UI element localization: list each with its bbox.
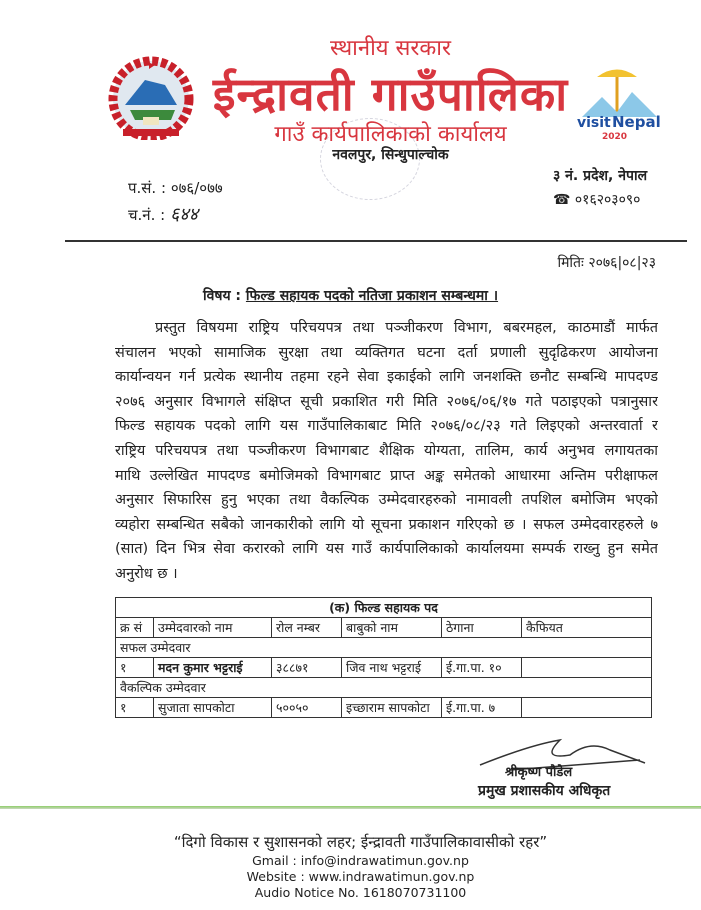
body-line: संचालन भएको सामाजिक सुरक्षा तथा व्यक्तिगत घटना दर्ता प्रणाली सुदृढिकरण आयोजना [115, 344, 658, 361]
office-address: नवलपुर, सिन्धुपाल्चोक [332, 147, 449, 163]
footer-divider [0, 806, 701, 809]
ps-ref [128, 178, 223, 198]
table-cell: ३८८७१ [272, 658, 342, 678]
table-row [116, 658, 652, 678]
table-header [116, 618, 652, 638]
ps-value: ०७६/०७७ [170, 179, 223, 197]
province: ३ नं. प्रदेश, नेपाल [553, 168, 648, 184]
body-line: माथि उल्लेखित मापदण्ड बमोजिमको विभागबाट प्राप्त अङ्क समेतको आधारमा अन्तिम परीक्षाफल [115, 467, 658, 484]
signatory-name: श्रीकृष्ण पौडेल [505, 765, 573, 780]
body-line: कार्यान्वयन गर्न प्रत्येक स्थानीय तहमा रहने सेवा इकाईको लागि जनशक्ति छनौट सम्बन्धि मापदण्ड [115, 369, 658, 386]
phone-line [553, 190, 640, 209]
footer-gmail: Gmail : info@indrawatimun.gov.np [252, 853, 469, 868]
table-title [116, 598, 652, 618]
table-cell: १ [116, 658, 154, 678]
telephone-icon: ☎ [553, 192, 575, 208]
section-row-cell: वैकल्पिक उम्मेदवार [116, 678, 652, 698]
header-divider [65, 240, 687, 242]
table-cell: १ [116, 698, 154, 718]
subject-label: विषय : [202, 288, 242, 304]
subject-line [0, 286, 701, 305]
table-cell [522, 698, 652, 718]
body-line: राष्ट्रिय परिचयपत्र तथा पञ्जीकरण विभागबाट शैक्षिक योग्यता, तालिम, कार्य अनुभव लगायतका [115, 442, 658, 459]
table-cell: बाबुको नाम [342, 618, 442, 638]
table-cell: मदन कुमार भट्टराई [154, 658, 272, 678]
table-cell: ई.गा.पा. ७ [442, 698, 522, 718]
table-cell: सुजाता सापकोटा [154, 698, 272, 718]
table-cell: जिव नाथ भट्टराई [342, 658, 442, 678]
subject-text: फिल्ड सहायक पदको नतिजा प्रकाशन सम्बन्धमा । [245, 288, 499, 304]
footer-website: Website : www.indrawatimun.gov.np [246, 869, 475, 884]
table-cell: ५००५० [272, 698, 342, 718]
section-row [116, 678, 652, 698]
table-row [116, 698, 652, 718]
body-line: प्रस्तुत विषयमा राष्ट्रिय परिचयपत्र तथा पञ्जीकरण विभाग, बबरमहल, काठमाडौं मार्फत [155, 320, 658, 336]
footer-audio-notice: Audio Notice No. 1618070731100 [254, 885, 467, 900]
ps-label: प.सं. : [128, 179, 167, 197]
section-row [116, 638, 652, 658]
table-cell: रोल नम्बर [272, 618, 342, 638]
body-paragraph [115, 316, 658, 587]
body-line: (सात) दिन भित्र सेवा करारको लागि यस गाउँ कार्यपालिकाको कार्यालयमा सम्पर्क राख्नु हुन समेत [115, 541, 658, 558]
table-cell: क्र सं [116, 618, 154, 638]
svg-text:Nepal: Nepal [612, 113, 661, 131]
cn-ref [128, 202, 198, 226]
body-line: फिल्ड सहायक पदको लागि यस गाउँपालिकाबाट मिति २०७६/०८/२३ गते लिइएको अन्तरवार्ता र [115, 418, 658, 435]
table-cell: ई.गा.पा. १० [442, 658, 522, 678]
signatory-title: प्रमुख प्रशासकीय अधिकृत [478, 783, 611, 799]
svg-text:visit: visit [577, 115, 611, 131]
body-line: अनुसार सिफारिस हुनु भएका तथा वैकल्पिक उम्मेदवारहरुको नामावली तपशिल बमोजिम भएको [115, 492, 658, 509]
table-title-cell: (क) फिल्ड सहायक पद [116, 598, 652, 618]
office-name: गाउँ कार्यपालिकाको कार्यालय [274, 122, 507, 147]
results-table [115, 597, 652, 718]
local-government-label: स्थानीय सरकार [330, 36, 451, 61]
cn-label: च.नं. : [128, 206, 166, 224]
footer-motto: “दिगो विकास र सुशासनको लहर; ईन्द्रावती गाउँपालिकावासीको रहर” [173, 833, 548, 851]
svg-text:2020: 2020 [602, 132, 628, 142]
section-row-cell: सफल उम्मेदवार [116, 638, 652, 658]
cn-value: ६४४ [170, 204, 199, 225]
table-cell: कैफियत [522, 618, 652, 638]
body-line: अनुरोध छ । [115, 565, 178, 582]
municipality-title: ईन्द्रावती गाउँपालिका [212, 67, 569, 121]
table-cell [522, 658, 652, 678]
body-line: व्यहोरा सम्बन्धित सबैको जानकारीको लागि यो सूचना प्रकाशन गरिएको छ । सफल उम्मेदवारहरुले ७ [115, 516, 658, 533]
table-cell: उम्मेदवारको नाम [154, 618, 272, 638]
body-line: २०७६ अनुसार विभागले संक्षिप्त सूची प्रकाशित गरी मिति २०७६/०६/१७ गते पठाइएको पत्रानुसार [115, 393, 658, 410]
table-cell: ठेगाना [442, 618, 522, 638]
phone-number: ०१६२०३०९० [574, 192, 641, 208]
table-cell: इच्छाराम सापकोटा [342, 698, 442, 718]
letter-date: मितिः २०७६|०८|२३ [557, 255, 656, 271]
